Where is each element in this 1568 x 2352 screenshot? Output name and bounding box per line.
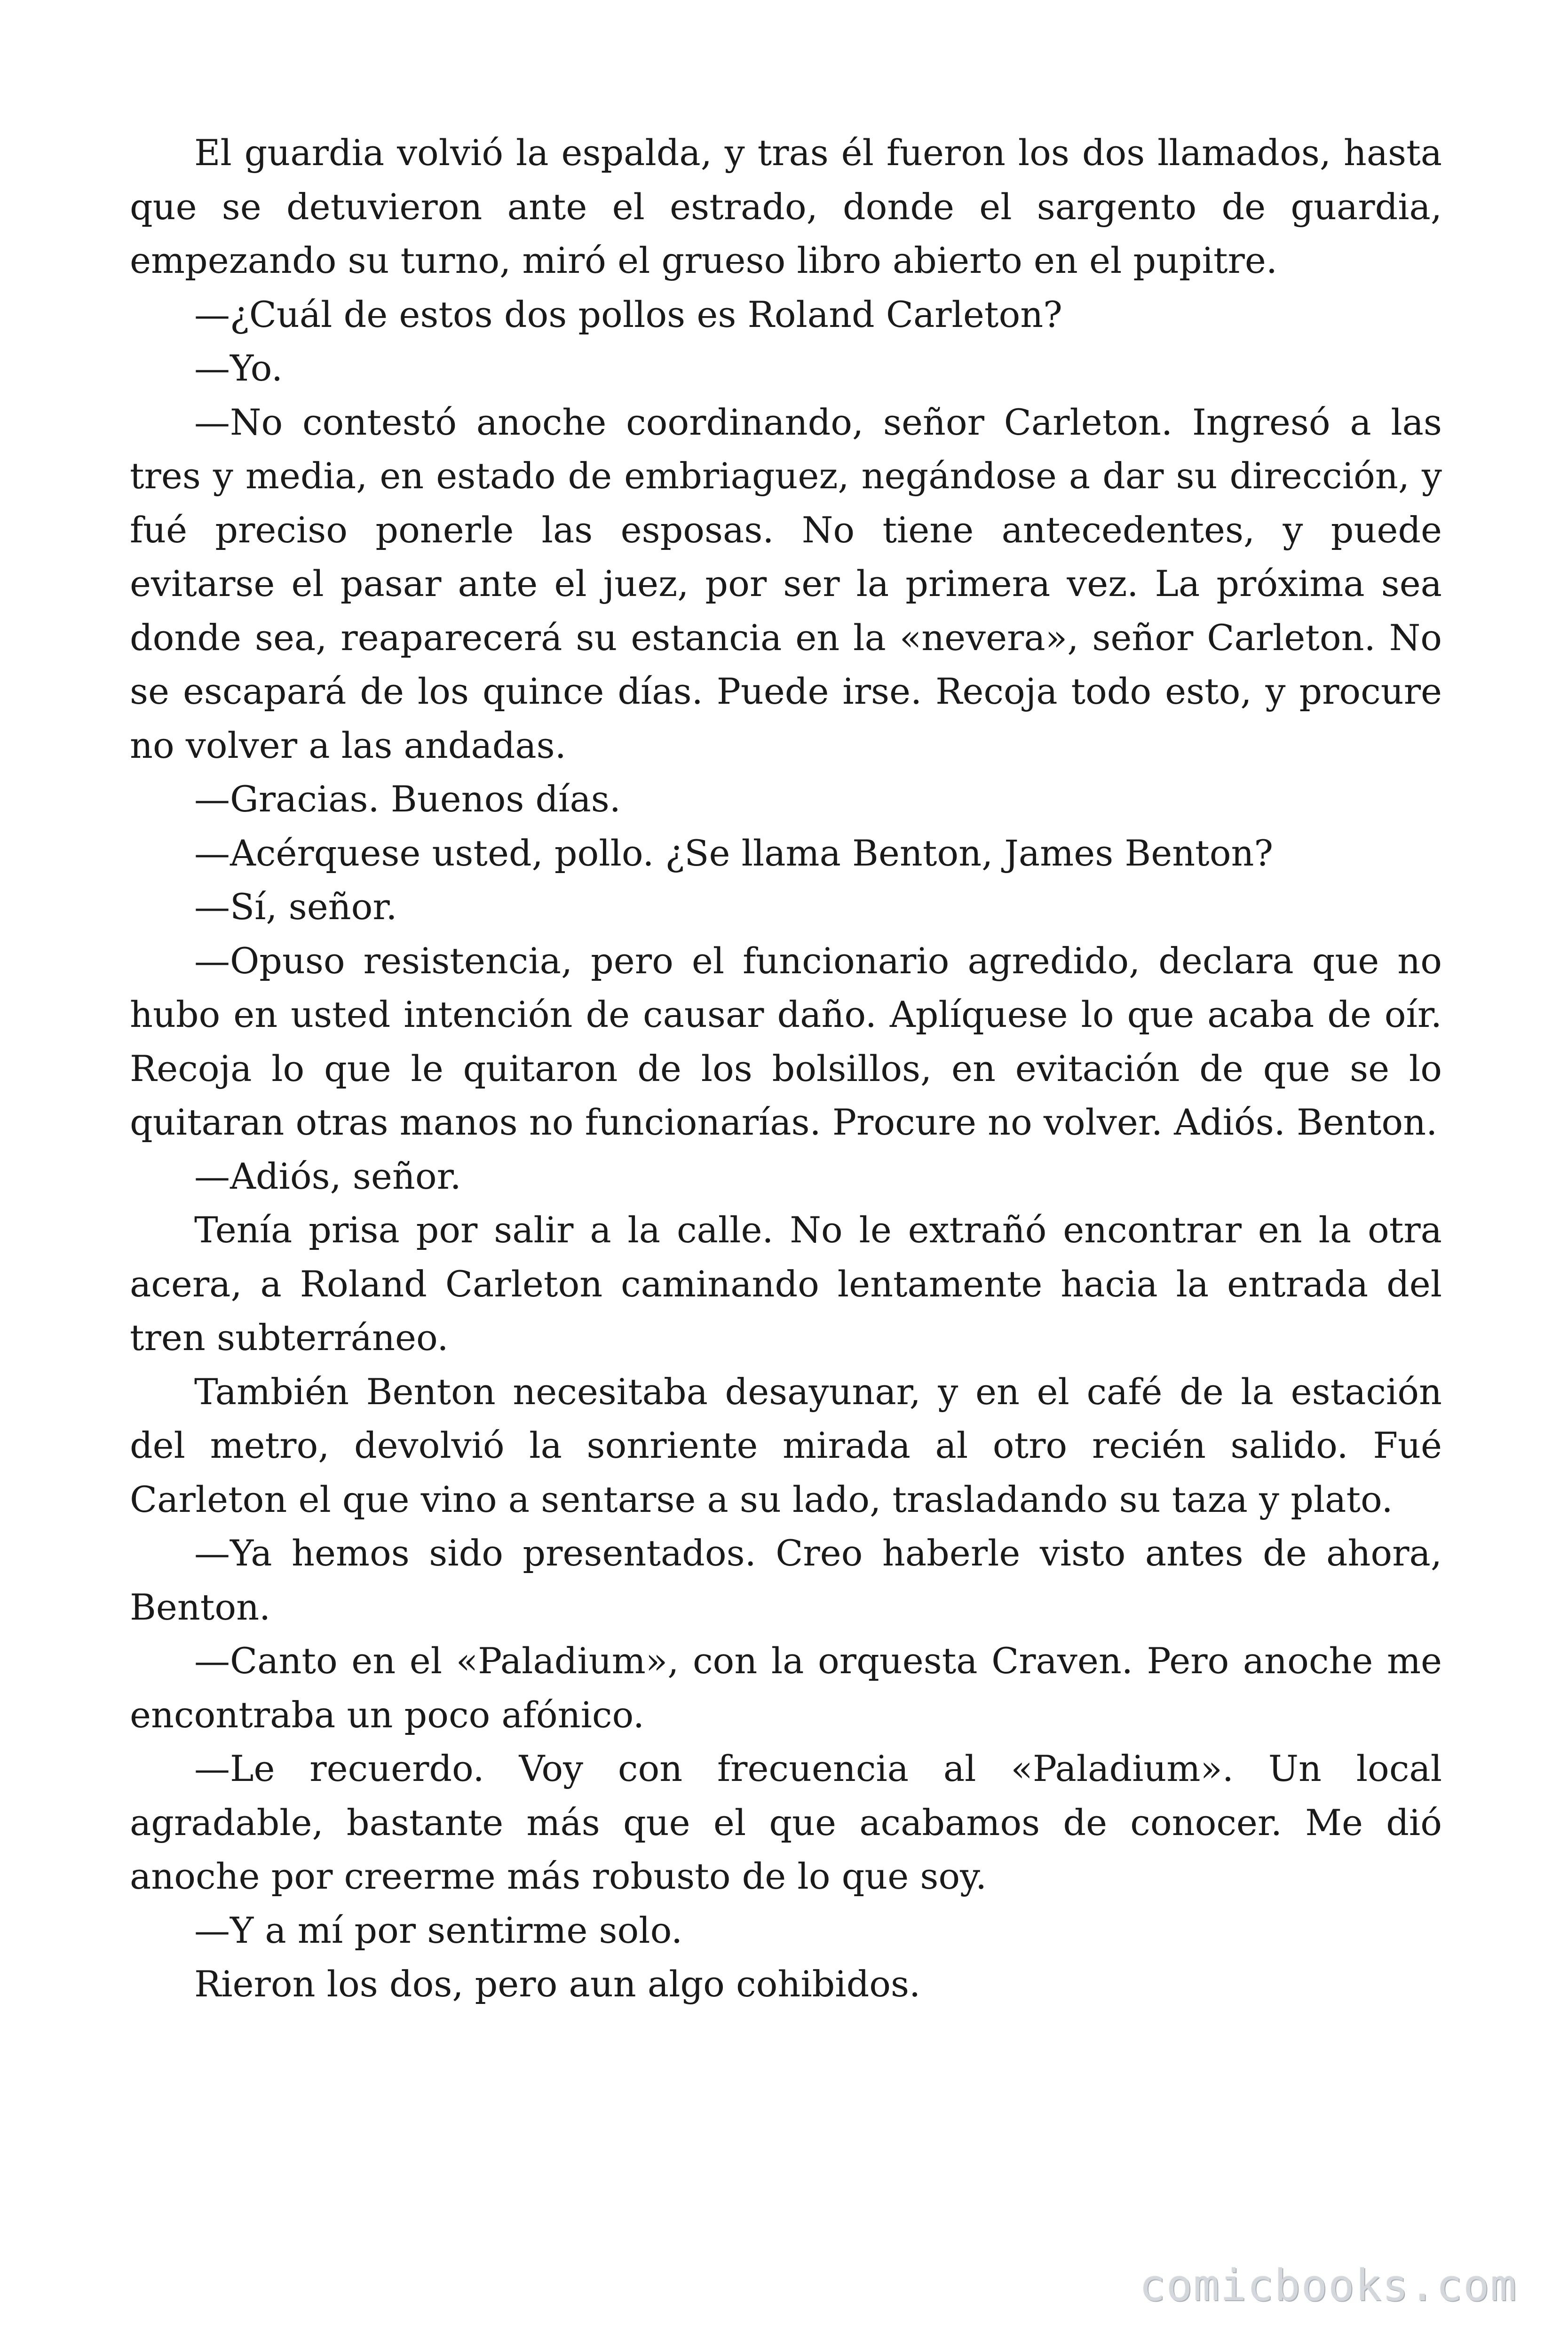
paragraph-8: —Opuso resistencia, pero el funcionario agredido, declara que no hubo en usted intención de causar daño. Aplíquese lo que acaba de oír. Recoja lo que le quitaron de los bolsillos, en evitación de que se lo quitaran otras manos no funcionarías. Procure no volver. Adiós. Benton.	[130, 939, 1442, 1143]
paragraph-3: —Yo.	[194, 347, 283, 389]
paragraph-15: —Y a mí por sentirme solo.	[194, 1909, 683, 1951]
paragraph-2: —¿Cuál de estos dos pollos es Roland Carleton?	[194, 293, 1062, 335]
paragraph-6: —Acérquese usted, pollo. ¿Se llama Benton, James Benton?	[194, 832, 1274, 874]
paragraph-9: —Adiós, señor.	[194, 1155, 461, 1197]
watermark: comicbooks.com	[1139, 2260, 1517, 2311]
paragraph-5: —Gracias. Buenos días.	[194, 778, 621, 820]
paragraph-7: —Sí, señor.	[194, 886, 397, 928]
paragraph-16: Rieron los dos, pero aun algo cohibidos.	[194, 1963, 921, 2005]
paragraph-11: También Benton necesitaba desayunar, y en el café de la estación del metro, devolvió la sonriente mirada al otro recién salido. Fué Carleton el que vino a sentarse a su lado, trasladando su taza y plato.	[130, 1370, 1442, 1520]
paragraph-10: Tenía prisa por salir a la calle. No le extrañó encontrar en la otra acera, a Roland Carleton caminando lentamente hacia la entrada del tren subterráneo.	[130, 1209, 1442, 1359]
page-body	[130, 126, 1442, 2011]
paragraph-12: —Ya hemos sido presentados. Creo haberle visto antes de ahora, Benton.	[130, 1532, 1442, 1628]
paragraph-13: —Canto en el «Paladium», con la orquesta Craven. Pero anoche me encontraba un poco afónico.	[130, 1640, 1442, 1736]
paragraph-14: —Le recuerdo. Voy con frecuencia al «Paladium». Un local agradable, bastante más que el que acabamos de conocer. Me dió anoche por creerme más robusto de lo que soy.	[130, 1748, 1442, 1897]
paragraph-1: El guardia volvió la espalda, y tras él fueron los dos llamados, hasta que se detuvieron ante el estrado, donde el sargento de guardia, empezando su turno, miró el grueso libro abierto en el pupitre.	[130, 132, 1442, 281]
paragraph-4: —No contestó anoche coordinando, señor Carleton. Ingresó a las tres y media, en estado de embriaguez, negándose a dar su dirección, y fué preciso ponerle las esposas. No tiene antecedentes, y puede evitarse el pasar ante el juez, por ser la primera vez. La próxima sea donde sea, reaparecerá su estancia en la «nevera», señor Carleton. No se escapará de los quince días. Puede irse. Recoja todo esto, y procure no volver a las andadas.	[130, 401, 1442, 766]
